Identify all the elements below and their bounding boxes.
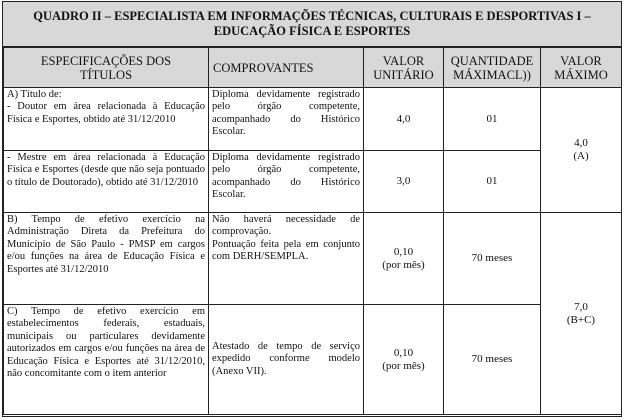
comprovante-a-mestre: Diploma devidamente registrado pelo órgão competente, acompanhado do Histórico Escolar. (209, 151, 364, 213)
table-row (4, 88, 622, 151)
quantidade-a-mestre: 01 (444, 151, 541, 213)
header-valor-maximo: VALOR MÁXIMO (541, 48, 622, 88)
spec-a-doutor: A) Título de: - Doutor em área relacionada à Educação Física e Esportes, obtido até 31/12/2010 (4, 88, 209, 151)
comprovante-a-doutor: Diploma devidamente registrado pelo órgão competente, acompanhado do Histórico Escolar. (209, 88, 364, 151)
table-row (4, 213, 622, 305)
specifications-table (3, 47, 622, 415)
table-row (4, 305, 622, 415)
valor-maximo-a: 4,0 (A) (541, 88, 622, 213)
header-quantidade-maxima: QUANTIDADE MÁXIMACL)) (444, 48, 541, 88)
spec-a-mestre: - Mestre em área relacionada à Educação Física e Esportes (desde que não seja pontuado o título de Doutorado), obtido até 31/12/2010 (4, 151, 209, 213)
quantidade-b: 70 meses (444, 213, 541, 305)
table-title (3, 2, 621, 47)
quantidade-c: 70 meses (444, 305, 541, 415)
header-comprovantes: COMPROVANTES (209, 48, 364, 88)
quantidade-a-doutor: 01 (444, 88, 541, 151)
valor-unitario-a-mestre: 3,0 (364, 151, 444, 213)
comprovante-c: Atestado de tempo de serviço expedido conforme modelo (Anexo VII). (209, 305, 364, 415)
header-valor-unitario: VALOR UNITÁRIO (364, 48, 444, 88)
quadro-ii-document (2, 1, 622, 417)
table-row (4, 151, 622, 213)
spec-c: C) Tempo de efetivo exercício em estabelecimentos federais, estaduais, municipais ou particulares devidamente autorizados em cargos e/ou funções na área de Educação Física e Esportes até 31/12/2010, não concomitante com o item anterior (4, 305, 209, 415)
title-line-1: QUADRO II – ESPECIALISTA EM INFORMAÇÕES TÉCNICAS, CULTURAIS E DESPORTIVAS I – (33, 9, 591, 23)
title-line-2: EDUCAÇÃO FÍSICA E ESPORTES (213, 24, 411, 38)
valor-maximo-bc: 7,0 (B+C) (541, 213, 622, 415)
valor-unitario-c: 0,10 (por mês) (364, 305, 444, 415)
comprovante-b: Não haverá necessidade de comprovação. Pontuação feita pela em conjunto com DERH/SEMPLA. (209, 213, 364, 305)
valor-unitario-b: 0,10 (por mês) (364, 213, 444, 305)
header-row (4, 48, 622, 88)
valor-unitario-a-doutor: 4,0 (364, 88, 444, 151)
header-specifications: ESPECIFICAÇÕES DOS TÍTULOS (4, 48, 209, 88)
spec-b: B) Tempo de efetivo exercício na Administração Direta da Prefeitura do Município de São Paulo - PMSP em cargos e/ou funções na área de Educação Física e Esportes até 31/12/2010 (4, 213, 209, 305)
